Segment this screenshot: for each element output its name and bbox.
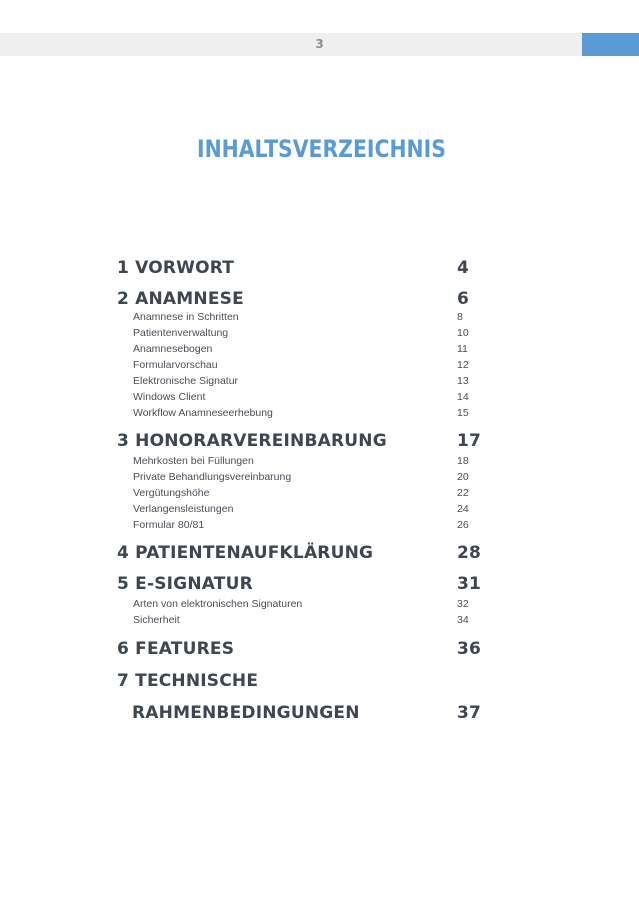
toc-entry-label: 7 TECHNISCHE (117, 671, 259, 691)
toc-entry-page: 24 (457, 503, 469, 515)
toc-entry-label: Sicherheit (133, 614, 180, 626)
toc-entry-label: 1 VORWORT (117, 258, 235, 278)
toc-entry-label: Workflow Anamneseerhebung (133, 407, 273, 419)
toc-entry-label: Anamnese in Schritten (133, 311, 239, 323)
toc-entry-label: RAHMENBEDINGUNGEN (132, 703, 360, 723)
toc-entry-page: 28 (457, 543, 482, 563)
toc-entry-page: 22 (457, 487, 469, 499)
toc-entry-label: 2 ANAMNESE (117, 289, 244, 309)
toc-entry-page: 17 (457, 431, 482, 451)
toc-entry-page: 14 (457, 391, 469, 403)
toc-entry-label: Arten von elektronischen Signaturen (133, 598, 303, 610)
toc-entry-page: 32 (457, 598, 469, 610)
toc-entry-page: 11 (457, 343, 468, 355)
toc-entry-page: 31 (457, 574, 482, 594)
toc-entry-label: Mehrkosten bei Füllungen (133, 455, 254, 467)
toc-entry-label: 6 FEATURES (117, 639, 235, 659)
toc-entry-label: Private Behandlungsvereinbarung (133, 471, 292, 483)
toc-entry-label: Anamnesebogen (133, 343, 213, 355)
page-title: INHALTSVERZEICHNIS (197, 135, 446, 163)
toc-entry-label: 3 HONORARVEREINBARUNG (117, 431, 387, 451)
toc-entry-label: Formular 80/81 (133, 519, 205, 531)
toc-entry-page: 13 (457, 375, 469, 387)
toc-entry-label: 4 PATIENTENAUFKLÄRUNG (117, 543, 374, 563)
toc-entry-label: Formularvorschau (133, 359, 218, 371)
toc-entry-label: Vergütungshöhe (133, 487, 210, 499)
toc-entry-page: 37 (457, 703, 482, 723)
toc-entry-page: 15 (457, 407, 469, 419)
toc-entry-page: 18 (457, 455, 469, 467)
toc-entry-page: 10 (457, 327, 469, 339)
toc-entry-page: 26 (457, 519, 469, 531)
toc-entry-page: 4 (457, 258, 470, 278)
toc-entry-label: 5 E-SIGNATUR (117, 574, 253, 594)
toc-entry-page: 6 (457, 289, 470, 309)
toc-entry-page: 12 (457, 359, 469, 371)
toc-entry-page: 36 (457, 639, 482, 659)
toc-entry-page: 20 (457, 471, 469, 483)
toc-entry-page: 8 (457, 311, 463, 323)
toc-entry-label: Verlangensleistungen (133, 503, 234, 515)
toc-entry-label: Patientenverwaltung (133, 327, 229, 339)
toc-entry-label: Windows Client (133, 391, 206, 403)
toc-entry-page: 34 (457, 614, 469, 626)
toc-entry-label: Elektronische Signatur (133, 375, 239, 387)
page-number: 3 (315, 37, 324, 51)
